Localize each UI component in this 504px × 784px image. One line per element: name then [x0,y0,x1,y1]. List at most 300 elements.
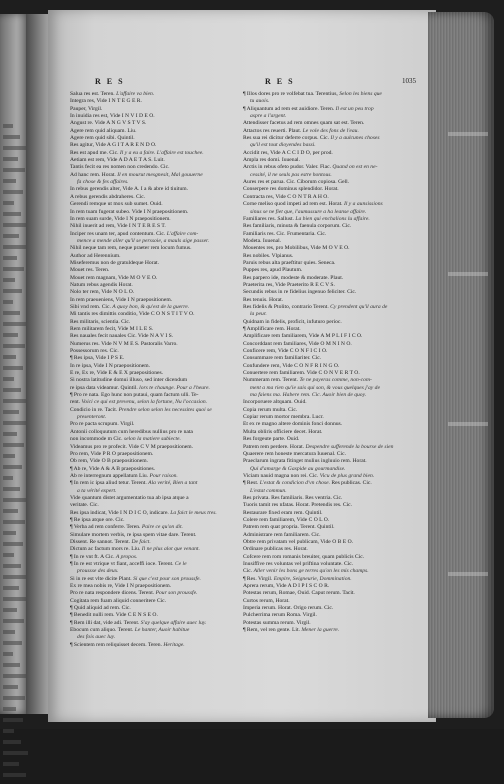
line-latin-text: Dissent. Re sannot. Terent. [70,538,132,545]
line-latin-text: Praeterita res, Vide Praeterito R E C V S. [243,281,335,288]
line-latin-text: Si in re est vlte dicite Plant. [70,575,134,582]
dictionary-line [243,407,419,414]
dictionary-line [70,377,246,384]
line-french-gloss: Le vole des fons de l'eau. [302,127,359,134]
dictionary-line [243,458,419,465]
line-french-gloss: Selon les biens que [339,91,382,97]
dictionary-line [70,164,246,171]
dictionary-line [70,399,246,406]
left-page-text-fragment [3,729,14,733]
line-latin-text: Curtos rerum, Horat. [243,597,290,604]
line-latin-text: Res privata. Res familiaris. Res ventria. Cic. [243,494,343,501]
dictionary-line [70,590,246,597]
line-latin-text: Inusiffive res voluntas vel priftina voluntate. Cic. [243,561,354,567]
line-french-gloss: presenteront. [77,414,107,421]
dictionary-line [243,282,419,289]
running-head-right: RES [265,77,299,86]
line-latin-text: Arctis in rebus ofeto pudor. Valer. Flac. [243,164,333,171]
left-page-text-fragment [3,355,16,359]
line-french-gloss: proussse des deux. [77,568,119,575]
dictionary-line [243,576,419,583]
line-latin-text: ¶ Re ipsa atque ore. Cic. [70,516,125,523]
line-latin-text: Conuertere rem familiarem. Vide C O N V E R T O. [243,370,360,377]
line-french-gloss: Il est un peu trop [335,105,374,112]
dictionary-line [243,436,419,443]
dictionary-line [70,466,246,473]
line-latin-text: Multa obliris officiere decet. Horat. [243,428,323,435]
left-page-text-fragment [3,135,20,139]
dictionary-line [70,355,246,362]
line-latin-text: Accidit res, Vide A C C I D O, per prod. [243,149,333,156]
line-latin-text: Aures res et parua. Cic. Ciborum copiosa. Gell. [243,179,350,186]
dictionary-line [243,142,419,149]
dictionary-line [243,466,419,473]
line-latin-text: Res familiaris, minuta & faenula corporum. Cic. [243,223,352,230]
left-page-text-fragment [3,388,21,392]
line-latin-text: Ordinare publicas res. Horat. [243,546,308,553]
dictionary-line [243,495,419,502]
line-latin-text: Aetiam est rem, Vide A D A E T A S. Luit. [70,157,165,164]
dictionary-line [70,392,246,399]
line-french-gloss: La faict le meus tres. [170,509,217,516]
line-latin-text: Sibi vnd rem. Cic. [70,303,113,310]
line-french-gloss: tu auois. [250,98,270,105]
dictionary-line [243,539,419,546]
line-latin-text: Agere rem quid sibi. Quintil. [70,135,135,142]
dictionary-line [70,605,246,612]
dictionary-line [70,135,246,142]
line-french-gloss: Ce le [174,561,187,567]
left-page-text-fragment [3,520,25,524]
line-french-gloss: mence a mende aller qu'il se perssoie, a mauls aige passer. [77,237,210,244]
line-latin-text: Conserpere res dominus splendidor. Horat. [243,186,339,193]
dictionary-line [243,194,419,201]
left-page-text-fragment [3,707,16,711]
left-page-text-fragment [3,234,19,238]
fore-edge-mark [448,272,488,276]
dictionary-line [70,238,246,245]
dictionary-line [243,598,419,605]
left-page-text-fragment [3,267,24,271]
dictionary-line [243,385,419,392]
dictionary-line [70,216,246,223]
running-head-left: RES [95,77,129,86]
left-page-text-fragment [3,366,23,370]
line-latin-text: rent. [70,399,82,406]
dictionary-line [70,231,246,238]
line-french-gloss: selon la matiere subiecte. [123,436,181,443]
dictionary-line [70,385,246,392]
left-page-text-fragment [3,652,13,656]
dictionary-line [70,510,246,517]
line-french-gloss: qu'il est tout dioyendes bassi. [250,142,316,149]
line-latin-text: Concorddant rem familiares, Vide O M N I N O. [243,340,352,347]
dictionary-line [243,311,419,318]
left-page-text-fragment [3,256,17,260]
line-latin-text: ¶ Rem, vel ren gente. Lit. [243,627,302,634]
dictionary-line [243,605,419,612]
line-latin-text: Videamus pro re profecit. Vide C V M praepositionem. [70,443,193,450]
line-french-gloss: A propos. [115,553,138,560]
dictionary-line [70,561,246,568]
dictionary-line [70,341,246,348]
dictionary-line [70,253,246,260]
dictionary-line [243,480,419,487]
dictionary-line [70,282,246,289]
dictionary-line [70,627,246,634]
line-latin-text: Res sua rei dicitur deferre corpus. Cic. [243,135,331,142]
line-french-gloss: Vicu de plus grand bien. [319,472,375,479]
dictionary-line [243,238,419,245]
line-latin-text: ¶ Rest. [243,480,260,487]
line-french-gloss: Paire ce qu'on dit. [141,524,183,531]
line-latin-text: Mouet rem magnam, Vide M O V E O. [70,274,158,281]
dictionary-line [243,267,419,274]
left-page-text-fragment [3,762,19,766]
line-french-gloss: Aller venir les bons ge terres qu'on les mis champs. [253,568,369,575]
line-latin-text: Familiares res. Sallust. [243,215,296,222]
line-latin-text: Antonii colloquutum cum heredibus nullius pro re nata [70,428,193,435]
line-latin-text: Viciam nauid magna non rei. Cic. [243,472,320,479]
line-latin-text: Natum rebus agendis Horat. [70,281,133,288]
left-page-text-fragment [3,553,14,557]
dictionary-line [243,245,419,252]
line-latin-text: Restaurare fixed eram rem. Quintil. [243,509,323,516]
dictionary-line [243,253,419,260]
line-latin-text: Ab re interregnum appellatum Liu. [70,472,150,479]
dictionary-line [243,128,419,135]
line-french-gloss: Ala verité, Bien a tant [148,480,198,487]
line-latin-text: Tantis fecit ea res nomen non credendo. Cic. [70,164,170,171]
line-latin-text: Miseferemus non de gratuldeque Horat. [70,259,160,266]
dictionary-line [243,627,419,634]
dictionary-line [243,429,419,436]
line-latin-text: Nummeram rem. Terent. [243,377,300,384]
line-latin-text: Amplificare rem familiarem, Vide A M P L I F I C O. [243,333,363,340]
line-latin-text: Numerus res. Vide N V M E S. Pastoralis Varro. [70,340,178,347]
line-latin-text: Pro re pacta scrupum. Virgil. [70,421,135,428]
dictionary-line [70,620,246,627]
line-latin-text: Corne meliso quod impeti ad rem est. Horat. [243,201,344,208]
dictionary-line [243,172,419,179]
dictionary-line [70,458,246,465]
dictionary-line [243,304,419,311]
dictionary-line [243,524,419,531]
dictionary-line [243,120,419,127]
dictionary-line [70,348,246,355]
line-french-gloss: Le hanter, Auoir habitue [134,627,190,634]
line-french-gloss: Il y a aunsissions [343,201,383,208]
fore-edge-mark [448,422,488,426]
line-latin-text: Administrare rem familiarem. Cic. [243,531,321,538]
line-french-gloss: L'estat & condicion d'vn chose. [259,480,330,487]
left-page-text-fragment [3,289,22,293]
dictionary-line [70,429,246,436]
dictionary-line [243,554,419,561]
line-french-gloss: Heritage. [163,641,185,648]
dictionary-line [70,172,246,179]
left-page-text-fragment [3,245,26,249]
line-latin-text: Imperia rerum. Horat. Origo rerum. Cic. [243,605,334,612]
dictionary-line [243,289,419,296]
line-latin-text: Paruis rebus alta praeftitur quies. Seneca. [243,259,336,266]
dictionary-line [70,157,246,164]
dictionary-line [70,245,246,252]
left-page-text-fragment [3,619,24,623]
dictionary-line [243,91,419,98]
left-page-text-fragment [3,542,23,546]
left-page-text-fragment [3,740,21,744]
left-page-text-fragment [3,718,23,722]
dictionary-line [243,223,419,230]
line-latin-text: Res est apud me. Cic. [70,149,120,156]
line-latin-text: ¶ In re est vtrique vt fiant, acceffi ioce. Terent. [70,561,175,567]
line-latin-text: In rebus gerendis alter, Vide A. I a & abre id tiuitum. [70,186,189,193]
dictionary-line [243,392,419,399]
dictionary-line [243,451,419,458]
left-page-text-fragment [3,421,26,425]
line-french-gloss: A quoy bon, & qu'est de la guerre. [112,303,190,310]
fore-edge-mark [448,132,488,136]
dictionary-line [243,363,419,370]
line-french-gloss: Il ne plus alot que venant. [141,546,200,553]
line-latin-text: Aprera rerum, Vide A D I P I S C O R. [243,583,330,590]
dictionary-line [70,363,246,370]
dictionary-line [70,532,246,539]
line-latin-text: Rem militarem fecit, Vide M I L E S. [70,326,154,332]
left-page-text-fragment [3,212,21,216]
left-page-text-fragment [3,300,13,304]
line-latin-text: Condicio in re. Tacit. [70,406,119,413]
line-latin-text: ¶ Benedit nulli rem. Vide C E N S E O. [70,612,158,619]
dictionary-line [243,333,419,340]
line-latin-text: Dictum ac factum mors re. Liu. [70,546,142,553]
page-number: 1035 [402,77,416,85]
dictionary-line [70,201,246,208]
line-latin-text: Quidnam in fidelis, proficit, infuturo perioc. [243,318,342,325]
line-french-gloss: ma faiens ma. Habere rem. Cic. Auoir bien de quoy. [250,392,367,399]
dictionary-line [70,223,246,230]
dictionary-line [70,120,246,127]
dictionary-line [70,414,246,421]
line-latin-text: Nihil neque tam rem, neque praeter rem locum fumus. [70,245,192,252]
line-latin-text: veritate. Cic. [70,502,99,509]
dictionary-line [243,414,419,421]
line-latin-text: Modeta. Iuuenal. [243,237,282,244]
dictionary-line [243,98,419,105]
line-latin-text: Cofcere rem rom romanis breuiter, quam publicis Cic. [243,553,365,560]
dictionary-line [243,612,419,619]
dictionary-line [70,209,246,216]
line-latin-text: Copiar rerum mortor membra. Lucr. [243,414,324,421]
right-text-column [243,91,419,711]
dictionary-line [70,304,246,311]
left-text-column [70,91,246,711]
line-latin-text: re ipsa data videamur. Quintil. [70,384,140,391]
dictionary-line [243,319,419,326]
dictionary-line [70,576,246,583]
dictionary-line [70,267,246,274]
line-latin-text: Inciper res unam ter, apud contentum. Cic. [70,230,167,237]
line-french-gloss: Pour son proussfe. [155,590,198,597]
line-latin-text: Contracta res, Vide C O N T R A H O. [243,193,329,200]
line-latin-text: Nolo ter rem, Vide N O L O. [70,289,135,296]
line-latin-text: Familiaris res. Cic. Frumentaria. Cic. [243,230,327,237]
line-latin-text: Res nauales fecit nauales Cic. Vide N A V I S. [70,333,174,340]
line-french-gloss: De faict. [131,538,151,545]
dictionary-line [243,150,419,157]
dictionary-line [243,355,419,362]
left-page-text-fragment [3,333,18,337]
dictionary-line [70,142,246,149]
dictionary-line [70,568,246,575]
line-latin-text: Praeclarum ingrata fitinget mulius ingluuio rem. Horat. [243,458,367,465]
line-latin-text: ¶ In rem ic ipsa aliud tetur. Terent. [70,480,149,487]
dictionary-line [243,186,419,193]
line-latin-text: Cogitata rem fuam aliquid conneritere Cic. [70,597,166,604]
dictionary-line [243,164,419,171]
line-latin-text: Res ipsa indicat, Vide I N D I C O, indicare. [70,509,171,516]
dictionary-line [243,488,419,495]
dictionary-line [70,326,246,333]
left-page-text-fragment [3,157,18,161]
line-french-gloss: Mener la guerre. [301,627,340,634]
dictionary-line [243,216,419,223]
line-french-gloss: a ta vérité expert. [77,487,117,494]
dictionary-line [70,583,246,590]
dictionary-line [243,399,419,406]
dictionary-line [70,451,246,458]
left-page-text-fragment [3,146,27,150]
line-latin-text: Ampla res domi. Iuuenal. [243,157,301,164]
line-french-gloss: L'affaire com- [166,230,199,237]
line-french-gloss: Prendre selon selon les necessites quoi se [118,406,212,413]
left-page-text-fragment [3,597,26,601]
line-french-gloss: Pour raison. [149,472,178,479]
dictionary-line [70,546,246,553]
dictionary-line [70,436,246,443]
line-french-gloss: cessité, il ne seuls pas estre hontous. [250,171,332,178]
line-latin-text: Simulare mortem verbis, re ipsa spem vitae dare. Terent. [70,531,197,538]
line-latin-text: Ex re mea nobis re, Vide I N praepositionem. [70,583,172,590]
dictionary-line [243,260,419,267]
dictionary-line [243,348,419,355]
line-french-gloss: Si que c'est pour son proussfe. [133,575,201,582]
line-latin-text: In rem suam surde, Vide I N praepositionem. [70,215,171,222]
left-page-text-fragment [3,564,21,568]
line-latin-text: Pro re nata respondere dicens. Terent. [70,590,156,597]
line-latin-text: ¶ Quid aliquid ad rem. Cic. [70,605,131,612]
line-french-gloss: Qui d'amarge & Gaspide au gourmandise. [250,465,346,472]
dictionary-line [70,91,246,98]
dictionary-line [70,642,246,649]
dictionary-line [70,502,246,509]
dictionary-line [243,341,419,348]
line-french-gloss: des fois auec luy. [77,634,116,641]
line-latin-text: non incommode m Cic. [70,436,124,443]
line-french-gloss: La bien qui enchalions lu affaire. [295,215,370,222]
dictionary-line [70,128,246,135]
left-page-text-fragment [3,168,25,172]
line-latin-text: Secundis rebus in re fidelius ingenuo feliciter. Cic. [243,289,357,296]
dictionary-line [70,370,246,377]
line-latin-text: A rebus gerendis abdraheres. Cic. [70,193,146,200]
dictionary-line [243,502,419,509]
dictionary-line [70,407,246,414]
dictionary-line [243,590,419,597]
line-latin-text: Potestas rerum, Romae, Ouid. Caput rerum. Tacit. [243,590,355,597]
dictionary-line [70,444,246,451]
line-french-gloss: Cy prendent qu'il aura de [330,303,388,310]
line-latin-text: ¶ Scientem rem reliquisset decem. Teren. [70,641,164,648]
line-french-gloss: Voici ce qui est prevenu, selon la fortune, Nu l'occasion. [81,399,208,406]
dictionary-line [70,473,246,480]
dictionary-line [70,106,246,113]
dictionary-line [70,297,246,304]
line-latin-text: ¶ Rem illi dat, vide adi. Terent. [70,619,141,626]
dictionary-line [70,634,246,641]
fore-edge-mark [448,572,488,576]
dictionary-line [70,260,246,267]
line-french-gloss: L'estat commun. [250,487,287,494]
line-french-gloss: Il y a aulcunes choses [330,135,380,142]
line-latin-text: Res fidelis & Ptolito, contrario Terent. [243,303,331,310]
dictionary-line [70,113,246,120]
line-latin-text: Ad hanc rem. Horat. [70,171,118,178]
line-latin-text: Pulcherrima rerum Roma. Virgil. [243,612,317,619]
left-page-text-fragment [3,223,28,227]
left-page-text-fragment [3,201,14,205]
left-page-text-fragment [3,773,26,777]
dictionary-line [70,179,246,186]
dictionary-line [243,510,419,517]
line-french-gloss: Empire, Seigneurie, Dommination. [273,575,352,582]
left-page-text-fragment [3,630,15,634]
left-page-text-fragment [3,531,16,535]
line-latin-text: Consummare rem familiariter. Cic. [243,355,322,362]
line-latin-text: Angust re. Vide A N G V S T V S. [70,120,147,127]
line-french-gloss: Te ne payeras comme, non-com- [299,377,372,384]
left-page-text-fragment [3,124,13,128]
dictionary-line [243,620,419,627]
line-latin-text: Patrem rem quat propria. Terent. Quintil. [243,524,335,531]
line-latin-text: Vide quantum distet argumentatio tua ab ipsa atque a [70,494,189,501]
line-latin-text: Tuoris tamit res nfatas. Horat. Pretendis res. Cic. [243,502,353,509]
line-latin-text: Obtre rem privatam vel publicam, Vide O B E O. [243,538,354,545]
line-latin-text: Conficere rem, Vide C O N F I C I O. [243,348,328,355]
line-latin-text: Author ad Herennium. [70,252,121,259]
left-page-text-fragment [3,586,19,590]
line-latin-text: Pauper, Virgil. [70,105,103,112]
dictionary-line [70,480,246,487]
left-page-text-fragment [3,751,28,755]
line-latin-text: ¶ Res. Virgil. [243,575,274,582]
line-latin-text: Ob rem, Vide O B praepositionem. [70,458,149,465]
dictionary-line [243,421,419,428]
line-french-gloss: S'ay quelque affaire auec luy. [140,619,207,626]
line-latin-text: Quaerere rem honeste mercatura Iuuenal. Cic. [243,450,346,457]
line-latin-text: Mi tantis res dimittis conditio, Vide C O N S T I T V O. [70,311,195,318]
dictionary-line [243,561,419,568]
line-latin-text: ¶ Pro re nata. Ego hunc non putaui, quam factum ulli. Te- [70,392,199,399]
dictionary-line [70,488,246,495]
dictionary-line [243,297,419,304]
line-french-gloss: fa chose & fes affaires. [77,179,129,186]
line-latin-text: Copia rerum multa. Cic. [243,406,298,413]
dictionary-line [70,539,246,546]
dictionary-line [243,546,419,553]
line-latin-text: Confundere rem, Vide C O N F R I N G O. [243,362,340,369]
